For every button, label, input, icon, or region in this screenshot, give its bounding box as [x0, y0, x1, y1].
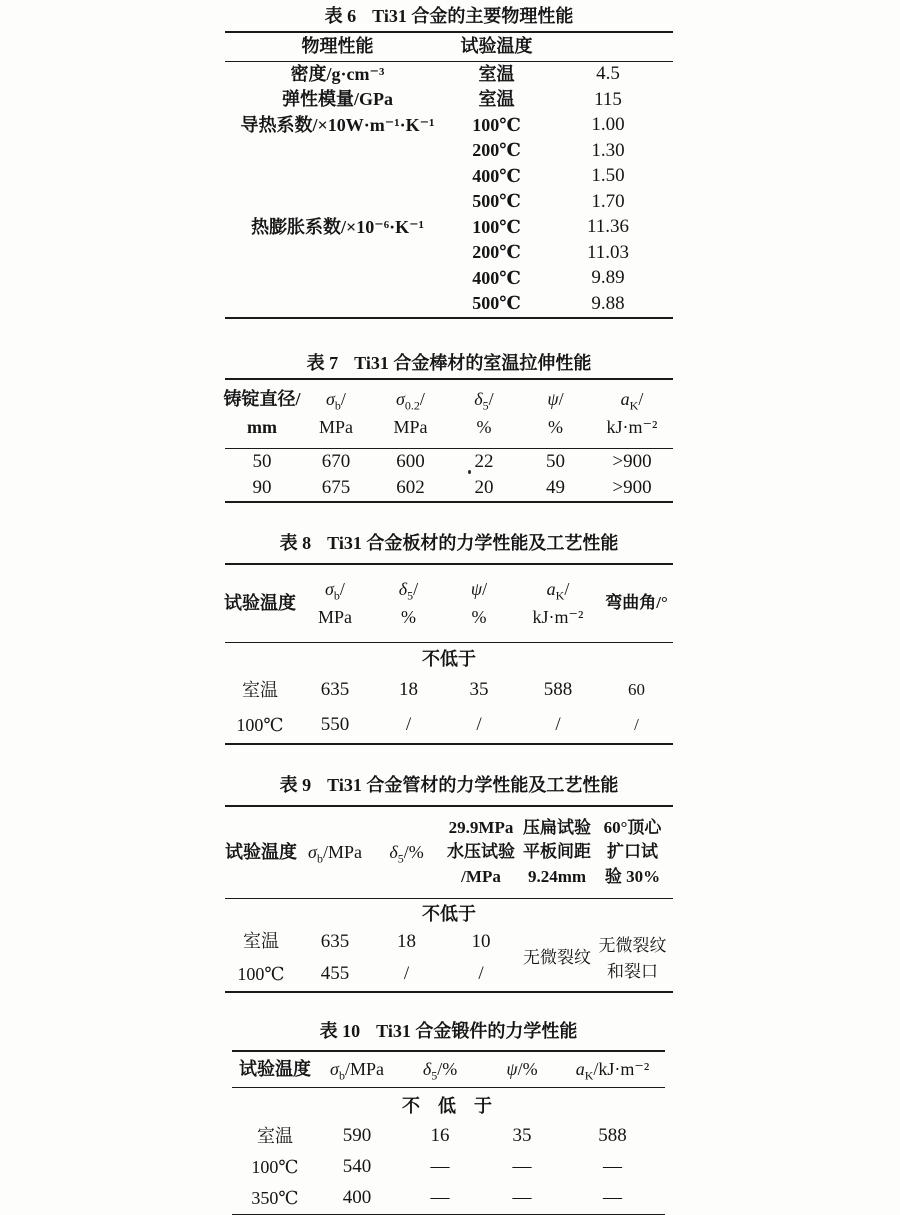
cell-no-microcracks: 无微裂纹	[523, 948, 591, 968]
cell-delta-5-pair: 18 /	[397, 930, 416, 985]
ink-speck	[468, 470, 471, 474]
header-line: 铸锭直径/	[223, 389, 301, 410]
cell-psi: 35	[512, 1125, 532, 1147]
cell-psi: 49	[546, 476, 565, 498]
header-hydraulic-test: 29.9MPa 水压试验 /MPa	[447, 817, 515, 886]
cell-sigma-b: 550	[320, 714, 350, 736]
table-row	[225, 62, 673, 88]
cell-temperature: 200℃	[472, 140, 521, 161]
cell-property	[225, 292, 450, 318]
table-7-number: 表 7	[306, 353, 339, 373]
table-row	[225, 449, 673, 475]
cell-sigma-b: 635	[320, 679, 350, 701]
cell-temperature: 100℃	[472, 216, 521, 237]
table-7-bar-tensile-properties	[225, 351, 673, 503]
cell-property	[225, 241, 450, 267]
cell-delta-5: 16	[430, 1125, 450, 1147]
table-row	[225, 88, 673, 114]
cell-sigma-b: 590	[342, 1125, 372, 1147]
cell-temperature: 100℃	[251, 1156, 299, 1177]
cell-temperature: 400℃	[472, 165, 521, 186]
cell-temperature: 500℃	[472, 293, 521, 314]
table-8-number: 表 8	[279, 533, 312, 553]
cell-sigma-b: 670	[321, 450, 351, 472]
header-delta-5: $\delta_5/$ %	[474, 389, 494, 437]
cell-value: 1.30	[591, 139, 625, 161]
cell-sigma-b: 540	[342, 1156, 372, 1178]
cell-delta-5: 20	[474, 476, 494, 498]
header-bend-angle: 弯曲角/°	[605, 593, 668, 613]
cell-a-k: /	[555, 714, 561, 736]
header-sigma-b: $\sigma_b$/MPa	[330, 1058, 384, 1083]
cell-psi: —	[512, 1187, 532, 1209]
cell-value: 9.89	[591, 267, 625, 289]
table-10-number: 表 10	[319, 1021, 361, 1041]
header-test-temperature: 试验温度	[224, 592, 296, 613]
table-8-caption: Ti31 合金板材的力学性能及工艺性能	[327, 533, 619, 553]
table-6-physical-properties	[225, 4, 673, 319]
not-less-than-row: 不低于	[422, 903, 476, 924]
table-9-data-rows	[225, 926, 673, 991]
cell-value: 11.03	[586, 241, 630, 263]
table-9-frame	[225, 805, 673, 993]
cell-value: 11.36	[586, 216, 630, 238]
table-6-frame	[225, 31, 673, 319]
header-delta-5: $\delta_5/\%$	[422, 1058, 458, 1083]
table-7-title	[225, 351, 673, 375]
not-less-than-row: 不 低 于	[402, 1095, 495, 1116]
cell-delta-5: 18	[399, 679, 418, 701]
table-row	[225, 139, 673, 165]
table-9-tube-properties	[225, 773, 673, 993]
cell-psi: 35	[469, 679, 489, 701]
cell-value: 4.5	[596, 63, 620, 85]
header-sigma-b: $\sigma_b/$ MPa	[317, 578, 352, 627]
cell-delta-5: 22	[474, 450, 494, 472]
header-physical-property: 物理性能	[301, 36, 374, 57]
table-7-header-row	[225, 380, 673, 449]
header-sigma-b: $\sigma_b$/MPa	[308, 841, 362, 866]
cell-psi: /	[476, 714, 482, 736]
header-test-temperature: 试验温度	[239, 1058, 311, 1079]
table-row	[232, 1183, 665, 1214]
cell-temperature: 室温	[478, 63, 515, 84]
cell-temperature: 350℃	[251, 1187, 299, 1208]
cell-delta-5: /	[405, 714, 412, 736]
cell-value: 1.50	[591, 165, 625, 187]
table-10-title	[232, 1019, 665, 1043]
cell-a-k: >900	[612, 450, 652, 472]
cell-temperature: 500℃	[472, 191, 521, 212]
table-9-title	[225, 773, 673, 797]
cell-temperature: 100℃	[236, 714, 284, 735]
table-9-header-row	[225, 807, 673, 899]
cell-property: 热膨胀系数/×10⁻⁶·K⁻¹	[250, 216, 425, 237]
header-test-temperature: 试验温度	[460, 36, 533, 57]
header-a-k: $a_K/$ kJ·m⁻²	[606, 389, 658, 437]
cell-diameter: 90	[252, 476, 272, 498]
cell-property	[225, 139, 450, 165]
cell-property: 弹性模量/GPa	[282, 89, 393, 110]
cell-psi: —	[512, 1156, 532, 1178]
cell-temperature: 100℃	[472, 114, 521, 135]
table-row	[232, 1152, 665, 1183]
table-10-forging-properties	[232, 1019, 665, 1215]
cell-sigma-0-2: 600	[396, 450, 425, 472]
header-a-k: $a_K/kJ\cdot m^{-2}$	[575, 1058, 650, 1083]
cell-temperature: 室温	[257, 1125, 293, 1146]
cell-property: 导热系数/×10W·m⁻¹·K⁻¹	[240, 114, 435, 135]
not-less-than-row: 不低于	[422, 649, 476, 669]
cell-temperature: 室温	[478, 89, 515, 110]
cell-a-k: >900	[612, 476, 652, 498]
header-line: mm	[247, 417, 277, 437]
table-8-plate-properties	[225, 531, 673, 745]
table-8-title	[225, 531, 673, 555]
cell-hydraulic-pair: 10 /	[471, 930, 491, 985]
cell-temperature: 200℃	[472, 242, 521, 263]
cell-no-microcracks-splits: 无微裂纹 和裂口	[598, 935, 667, 981]
table-row	[225, 475, 673, 501]
header-psi: ψ/%	[506, 1058, 538, 1079]
table-row	[225, 708, 673, 743]
table-row	[225, 113, 673, 139]
table-6-caption: Ti31 合金的主要物理性能	[372, 6, 574, 26]
header-a-k: $a_K/$ kJ·m⁻²	[532, 578, 584, 627]
table-8-header-row	[225, 565, 673, 643]
header-test-temperature: 试验温度	[225, 841, 297, 862]
table-7-frame	[225, 378, 673, 503]
cell-diameter: 50	[252, 450, 272, 472]
table-10-header-row	[232, 1052, 665, 1088]
header-sigma-b: $\sigma_b/$ MPa	[318, 389, 353, 437]
cell-value: 1.70	[591, 190, 625, 212]
cell-value: 1.00	[591, 114, 625, 136]
table-8-frame	[225, 563, 673, 745]
table-7-caption: Ti31 合金棒材的室温拉伸性能	[354, 353, 592, 373]
table-row	[225, 292, 673, 318]
cell-temperature-pair: 室温 100℃	[237, 931, 285, 984]
cell-property: 密度/g·cm⁻³	[290, 63, 385, 84]
cell-property	[225, 164, 450, 190]
table-6-header-row	[225, 33, 673, 62]
cell-property	[225, 190, 450, 216]
header-ingot-diameter	[225, 389, 299, 438]
header-delta-5: $\delta_5/\%$	[389, 841, 424, 866]
header-flattening-test: 压扁试验 平板间距 9.24mm	[523, 817, 591, 886]
cell-temperature: 400℃	[472, 267, 521, 288]
cell-temperature: 室温	[242, 679, 278, 700]
table-row	[225, 266, 673, 292]
table-10-caption: Ti31 合金锻件的力学性能	[376, 1021, 578, 1041]
cell-sigma-b: 400	[342, 1187, 372, 1209]
cell-bend-angle: 60	[628, 680, 645, 700]
cell-psi: 50	[546, 450, 565, 472]
header-sigma-0-2: $\sigma_{0.2}/$ MPa	[393, 389, 428, 437]
table-row	[232, 1121, 665, 1152]
header-flaring-test: 60°顶心 扩口试 验 30%	[603, 817, 662, 886]
table-9-caption: Ti31 合金管材的力学性能及工艺性能	[327, 775, 619, 795]
table-10-frame	[232, 1050, 665, 1215]
cell-a-k: 588	[598, 1125, 627, 1147]
cell-bend-angle: /	[634, 715, 639, 735]
cell-value: 115	[594, 88, 622, 110]
table-9-number: 表 9	[279, 775, 312, 795]
header-psi: ψ/ %	[470, 578, 488, 627]
table-6-number: 表 6	[324, 6, 357, 26]
table-row	[225, 673, 673, 708]
cell-a-k: 588	[543, 679, 573, 701]
table-row	[225, 190, 673, 216]
table-row	[225, 241, 673, 267]
header-delta-5: $\delta_5/$ %	[398, 578, 419, 627]
cell-property	[225, 266, 450, 292]
cell-a-k: —	[603, 1187, 622, 1209]
cell-value: 9.88	[591, 292, 625, 314]
cell-delta-5: —	[430, 1187, 450, 1209]
table-6-title	[225, 4, 673, 28]
table-row	[225, 215, 673, 241]
cell-sigma-b: 675	[321, 476, 351, 498]
table-row	[225, 164, 673, 190]
cell-a-k: —	[603, 1156, 622, 1178]
cell-sigma-0-2: 602	[396, 476, 425, 498]
cell-sigma-b-pair: 635 455	[320, 930, 350, 985]
header-psi: ψ/ %	[547, 389, 564, 437]
cell-delta-5: —	[430, 1156, 450, 1178]
